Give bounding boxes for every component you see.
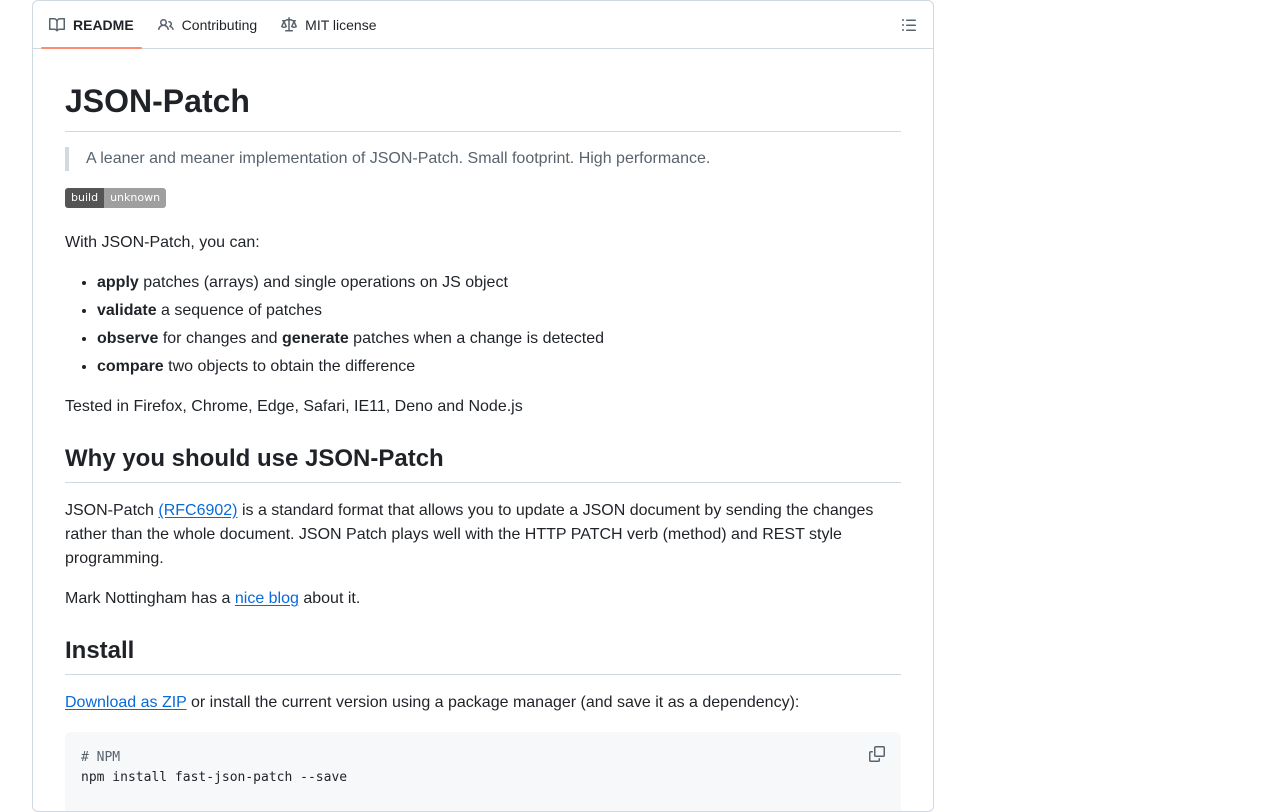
code-block xyxy=(65,732,901,812)
feature-text: a sequence of patches xyxy=(156,302,323,319)
feature-keyword: validate xyxy=(97,302,157,319)
list-item xyxy=(97,327,901,351)
blog-text: about it. xyxy=(298,590,361,607)
download-paragraph xyxy=(65,691,901,715)
list-item xyxy=(97,271,901,295)
readme-content xyxy=(33,81,933,812)
feature-keyword: observe xyxy=(97,330,159,347)
feature-keyword: compare xyxy=(97,358,164,375)
tab-readme[interactable] xyxy=(41,1,142,48)
why-paragraph xyxy=(65,499,901,571)
intro-text: With JSON-Patch, you can: xyxy=(65,234,260,251)
book-icon xyxy=(49,17,65,33)
tab-contributing-label: Contributing xyxy=(181,16,258,33)
copy-icon xyxy=(869,746,885,762)
list-item xyxy=(97,299,901,323)
install-heading: Install xyxy=(65,636,901,675)
why-text: JSON-Patch xyxy=(65,502,159,519)
feature-text: patches (arrays) and single operations on JS object xyxy=(138,274,508,291)
code-line: npm install fast-json-patch --save xyxy=(81,770,348,785)
tab-license-label: MIT license xyxy=(305,16,377,33)
copy-button[interactable] xyxy=(869,746,885,762)
readme-tabbar xyxy=(33,1,933,49)
rfc6902-link[interactable]: (RFC6902) xyxy=(158,502,238,519)
law-icon xyxy=(281,17,297,33)
why-heading: Why you should use JSON-Patch xyxy=(65,444,901,483)
build-status-badge[interactable] xyxy=(65,188,166,208)
download-zip-link[interactable]: Download as ZIP xyxy=(65,694,187,711)
badge-status: unknown xyxy=(104,188,166,208)
code-comment: # NPM xyxy=(81,750,121,765)
readme-title: JSON-Patch xyxy=(65,81,901,132)
blog-text: Mark Nottingham has a xyxy=(65,590,235,607)
feature-text: two objects to obtain the difference xyxy=(163,358,416,375)
why-text: is a standard format that allows you to update a JSON document by sending the changes rather than the whole document. JSON Patch plays well with the HTTP PATCH verb (method) and REST style programming. xyxy=(65,502,874,567)
feature-text: patches when a change is detected xyxy=(348,330,605,347)
tab-contributing[interactable] xyxy=(150,1,266,48)
nice-blog-link[interactable]: nice blog xyxy=(234,590,299,607)
feature-keyword: generate xyxy=(282,330,349,347)
tab-readme-label: README xyxy=(73,16,134,33)
tagline-quote: A leaner and meaner implementation of JSON-Patch. Small footprint. High performance. xyxy=(65,147,901,171)
tested-text: Tested in Firefox, Chrome, Edge, Safari, IE11, Deno and Node.js xyxy=(65,398,523,415)
blog-paragraph xyxy=(65,587,901,611)
badge-label: build xyxy=(65,188,104,208)
feature-list xyxy=(65,271,901,379)
feature-keyword: apply xyxy=(97,274,139,291)
download-text: or install the current version using a package manager (and save it as a dependency): xyxy=(186,694,800,711)
table-of-contents-button[interactable] xyxy=(899,15,919,35)
tab-license[interactable] xyxy=(273,1,384,48)
feature-text: for changes and xyxy=(158,330,283,347)
list-item xyxy=(97,355,901,379)
readme-panel xyxy=(32,0,934,812)
list-unordered-icon xyxy=(901,17,917,33)
people-icon xyxy=(158,17,174,33)
